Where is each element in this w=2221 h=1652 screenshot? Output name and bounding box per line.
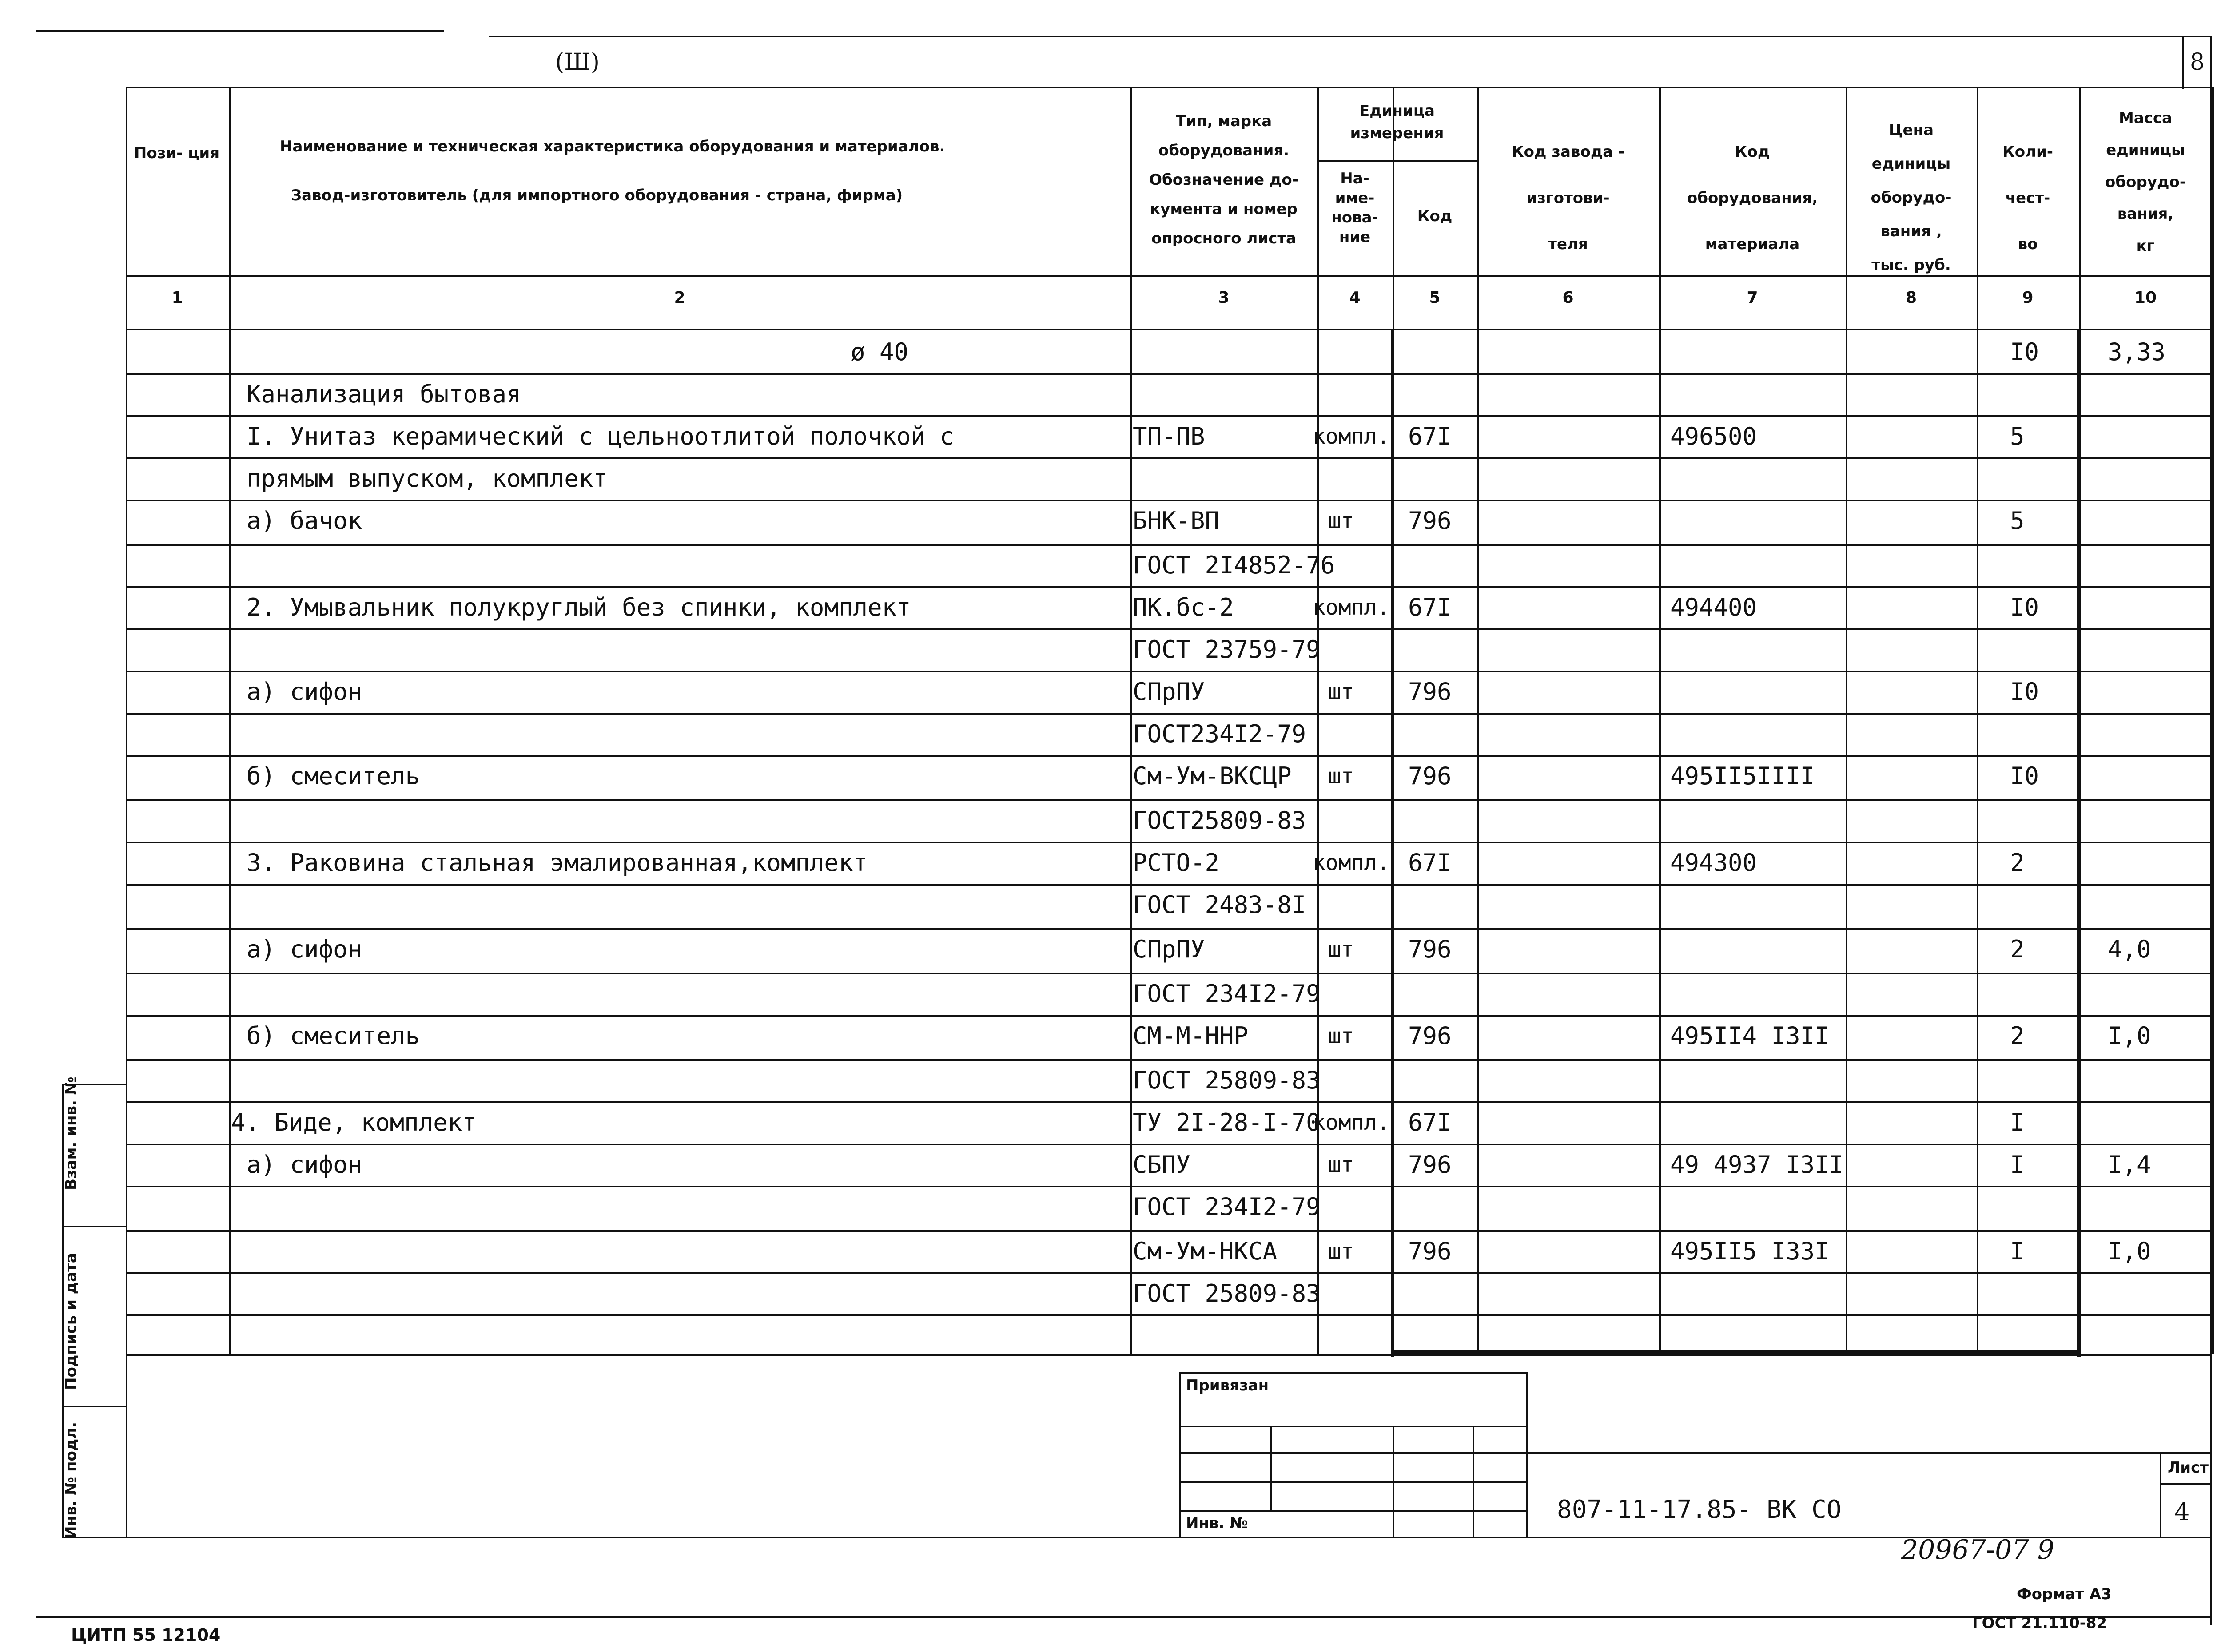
row-divider-pos [126, 973, 229, 974]
top-mark: (Ш) [555, 49, 600, 75]
header-factory-code-line: изготови- [1526, 189, 1610, 207]
row-type: ГОСТ 234I2-79 [1133, 980, 1321, 1008]
row-divider [229, 713, 2212, 715]
row-code: 796 [1408, 1151, 1452, 1179]
row-divider [229, 799, 2212, 801]
frame-side-left [62, 1084, 64, 1537]
page-number-box-left [2182, 36, 2184, 89]
side-div-2 [62, 1226, 126, 1227]
privyazan-label: Привязан [1186, 1377, 1269, 1394]
row-divider [229, 1186, 2212, 1187]
header-price [1846, 113, 1977, 282]
row-equipment-code: 494400 [1670, 593, 1757, 621]
gost-label: ГОСТ 21.110-82 [1972, 1614, 2107, 1632]
stamp-top [1179, 1372, 1526, 1374]
row-mass: 4,0 [2108, 935, 2151, 963]
header-unit-code: Код [1417, 207, 1453, 225]
unit-group-divider [1317, 160, 1477, 162]
row-divider-pos [126, 671, 229, 672]
row-divider-pos [126, 755, 229, 757]
row-mass: I,0 [2108, 1022, 2151, 1050]
top-rule-right [489, 36, 2212, 37]
row-type: ГОСТ 2483-8I [1133, 891, 1306, 919]
row-unit: шт [1328, 1152, 1354, 1177]
row-unit: шт [1328, 937, 1354, 962]
header-type-line: оборудования. [1158, 142, 1290, 159]
row-code: 67I [1408, 593, 1452, 621]
header-type-line: Тип, марка [1175, 112, 1272, 130]
header-equipment-code-line: Код [1735, 143, 1770, 161]
header-unit-name-line: На- [1340, 170, 1369, 187]
row-divider-pos [126, 586, 229, 588]
row-type: СБПУ [1133, 1151, 1191, 1179]
list-box-divider [2160, 1483, 2212, 1485]
thick-border-right [2077, 329, 2081, 1357]
header-quantity-line: во [2018, 235, 2038, 253]
row-divider [229, 755, 2212, 757]
row-divider-pos [126, 1354, 229, 1356]
header-unit-name-line: име- [1335, 189, 1375, 207]
row-divider-pos [126, 713, 229, 715]
row-divider [229, 415, 2212, 417]
row-unit: шт [1328, 1239, 1354, 1264]
row-name: а) сифон [247, 1151, 362, 1179]
row-type: СПрПУ [1133, 935, 1205, 963]
row-divider [229, 928, 2212, 930]
row-code: 67I [1408, 849, 1452, 877]
column-number: 7 [1747, 289, 1758, 307]
handwritten-number: 20967-07 9 [1901, 1534, 2054, 1565]
row-unit: компл. [1313, 424, 1390, 449]
row-divider [229, 1144, 2212, 1145]
column-divider [1130, 87, 1132, 1354]
column-number: 4 [1349, 289, 1361, 307]
row-divider [229, 628, 2212, 630]
column-number: 1 [171, 289, 183, 307]
thick-border-left [1391, 329, 1394, 1357]
row-type: ГОСТ 23759-79 [1133, 635, 1321, 663]
list-label: Лист [2168, 1459, 2209, 1477]
header-unit-name [1317, 169, 1393, 247]
row-divider-pos [126, 1272, 229, 1274]
header-name-line2: Завод-изготовитель (для импортного оборудования - страна, фирма) [291, 187, 903, 204]
row-name: I. Унитаз керамический с цельноотлитой полочкой с [247, 422, 955, 450]
row-divider [229, 500, 2212, 501]
header-quantity-line: Коли- [2002, 143, 2053, 161]
row-divider-pos [126, 1186, 229, 1187]
row-divider [229, 973, 2212, 974]
row-equipment-code: 496500 [1670, 422, 1757, 450]
stamp-col-3 [1473, 1426, 1474, 1537]
row-unit: шт [1328, 764, 1354, 789]
column-divider [1659, 87, 1661, 1354]
row-code: 796 [1408, 1022, 1452, 1050]
inv-no-label: Инв. № [1186, 1514, 1248, 1532]
header-equipment-code-line: оборудования, [1687, 189, 1818, 207]
side-label-vzam: Взам. инв. № [62, 1076, 80, 1190]
row-divider-pos [126, 884, 229, 886]
row-divider-pos [126, 1230, 229, 1232]
top-rule-left [36, 30, 444, 32]
header-quantity-line: чест- [2005, 189, 2050, 207]
row-divider [229, 842, 2212, 843]
row-type: ГОСТ 2I4852-76 [1133, 551, 1335, 579]
row-divider-pos [126, 799, 229, 801]
header-type-line: Обозначение до- [1149, 171, 1298, 189]
row-divider-pos [126, 415, 229, 417]
row-name: а) бачок [247, 507, 362, 535]
header-factory-code-line: Код завода - [1511, 143, 1625, 161]
header-mass-line: Масса [2118, 109, 2173, 127]
row-divider [229, 373, 2212, 375]
header-price-line: оборудо- [1871, 189, 1952, 206]
row-divider-pos [126, 1144, 229, 1145]
row-divider [229, 1059, 2212, 1061]
table-top-border [126, 87, 2212, 88]
row-divider-pos [126, 500, 229, 501]
row-code: 796 [1408, 935, 1452, 963]
row-type: ГОСТ 234I2-79 [1133, 1193, 1321, 1221]
row-unit: компл. [1313, 595, 1390, 620]
row-divider [229, 1101, 2212, 1103]
column-number: 3 [1218, 289, 1230, 307]
header-mass-line: вания, [2117, 205, 2174, 223]
row-type: СПрПУ [1133, 678, 1205, 706]
ctp-label: ЦИТП 55 12104 [71, 1625, 221, 1645]
row-equipment-code: 49 4937 I3II [1670, 1151, 1844, 1179]
header-unit-name-line: ние [1339, 228, 1371, 246]
stamp-right [1526, 1372, 1528, 1537]
row-divider-pos [126, 544, 229, 546]
format-label: Формат A3 [2017, 1585, 2112, 1603]
row-name: 3. Раковина стальная эмалированная,комплект [247, 849, 868, 877]
row-divider [229, 884, 2212, 886]
document-designation: 807-11-17.85- ВК СО [1557, 1495, 1842, 1524]
header-name-line1: Наименование и техническая характеристика оборудования и материалов. [280, 138, 945, 155]
row-divider-pos [126, 1314, 229, 1316]
row-type: ПК.бс-2 [1133, 593, 1234, 621]
list-number: 4 [2174, 1498, 2190, 1526]
row-divider [229, 544, 2212, 546]
row-divider [229, 1272, 2212, 1274]
row-type: ГОСТ25809-83 [1133, 806, 1306, 834]
column-number: 9 [2022, 289, 2034, 307]
row-quantity: I [2010, 1237, 2025, 1265]
row-divider [229, 671, 2212, 672]
column-number: 6 [1562, 289, 1574, 307]
row-equipment-code: 495II5IIII [1670, 762, 1815, 790]
side-div-1 [62, 1084, 126, 1085]
row-code: 796 [1408, 1237, 1452, 1265]
column-divider [1477, 87, 1479, 1354]
row-name: б) смеситель [247, 1022, 420, 1050]
row-quantity: I [2010, 1108, 2025, 1136]
row-divider [229, 457, 2212, 459]
row-divider [229, 1314, 2212, 1316]
row-divider-pos [126, 1059, 229, 1061]
column-number: 2 [674, 289, 685, 307]
row-unit: компл. [1313, 850, 1390, 875]
row-mass: I,0 [2108, 1237, 2151, 1265]
row-quantity: 2 [2010, 1022, 2025, 1050]
row-quantity: I0 [2010, 593, 2039, 621]
header-bottom-border [126, 275, 2212, 277]
row-divider-pos [126, 457, 229, 459]
row-name: 2. Умывальник полукруглый без спинки, комплект [247, 593, 911, 621]
header-unit-name-line: нова- [1331, 209, 1378, 226]
row-unit: шт [1328, 508, 1354, 533]
row-equipment-code: 495II5 I33I [1670, 1237, 1829, 1265]
frame-left-border [126, 87, 127, 1537]
row-quantity: I0 [2010, 762, 2039, 790]
row-name: Канализация бытовая [247, 380, 521, 408]
row-code: 67I [1408, 422, 1452, 450]
stamp-right-top [1526, 1452, 2212, 1454]
stamp-left [1179, 1372, 1181, 1537]
row-code: 796 [1408, 507, 1452, 535]
header-type-line: опросного листа [1151, 230, 1297, 247]
column-number: 5 [1429, 289, 1441, 307]
header-quantity [1977, 129, 2079, 267]
row-type: См-Ум-НКСА [1133, 1237, 1278, 1265]
row-quantity: 5 [2010, 507, 2025, 535]
row-type: См-Ум-ВКСЦР [1133, 762, 1292, 790]
header-mass-line: кг [2136, 237, 2155, 255]
list-box-left [2160, 1452, 2161, 1537]
column-divider [1977, 87, 1978, 1354]
header-mass-line: оборудо- [2105, 173, 2186, 191]
header-price-line: единицы [1871, 155, 1951, 173]
stamp-col-1 [1270, 1426, 1272, 1510]
header-equipment-code [1659, 129, 1846, 267]
row-divider-pos [126, 628, 229, 630]
row-name: прямым выпуском, комплект [247, 465, 608, 492]
row-name: ø 40 [851, 338, 909, 366]
row-divider-pos [126, 1015, 229, 1017]
header-price-line: тыс. руб. [1871, 256, 1951, 274]
side-label-podpis: Подпись и дата [62, 1253, 80, 1390]
column-divider [2212, 87, 2214, 1354]
row-quantity: 2 [2010, 849, 2025, 877]
row-type: БНК-ВП [1133, 507, 1220, 535]
side-div-3 [62, 1406, 126, 1407]
row-unit: компл. [1313, 1110, 1390, 1135]
row-type: ТП-ПВ [1133, 422, 1205, 450]
column-number: 10 [2134, 289, 2157, 307]
row-name: 4. Биде, комплект [231, 1108, 477, 1136]
row-unit: шт [1328, 1024, 1354, 1048]
row-type: ГОСТ234I2-79 [1133, 720, 1306, 748]
page-number: 8 [2190, 49, 2205, 75]
header-mass-line: единицы [2106, 141, 2185, 159]
row-mass: I,4 [2108, 1151, 2151, 1179]
row-name: а) сифон [247, 935, 362, 963]
row-divider-pos [126, 1101, 229, 1103]
row-name: а) сифон [247, 678, 362, 706]
header-unit-group: Единица измерения [1350, 102, 1444, 142]
row-type: СМ-М-ННР [1133, 1022, 1249, 1050]
row-type: РСТО-2 [1133, 849, 1220, 877]
side-label-inv-podl: Инв. № подл. [62, 1422, 80, 1539]
row-unit: шт [1328, 679, 1354, 704]
row-divider [229, 1015, 2212, 1017]
header-type [1130, 107, 1317, 253]
header-factory-code [1477, 129, 1659, 267]
row-type: ТУ 2I-28-I-70 [1133, 1108, 1321, 1136]
colnum-bottom-border [126, 329, 2212, 330]
row-quantity: I [2010, 1151, 2025, 1179]
column-divider [1846, 87, 1847, 1354]
row-equipment-code: 495II4 I3II [1670, 1022, 1829, 1050]
header-type-line: кумента и номер [1150, 200, 1298, 218]
header-factory-code-line: теля [1548, 235, 1588, 253]
row-code: 67I [1408, 1108, 1452, 1136]
column-number: 8 [1905, 289, 1917, 307]
stamp-col-2 [1393, 1426, 1394, 1537]
header-mass [2079, 102, 2212, 262]
header-price-line: вания , [1880, 222, 1942, 240]
row-quantity: I0 [2010, 338, 2039, 366]
frame-bottom-border [62, 1537, 2212, 1538]
row-divider [229, 1230, 2212, 1232]
row-divider [229, 1354, 2212, 1356]
row-quantity: 2 [2010, 935, 2025, 963]
row-type: ГОСТ 25809-83 [1133, 1279, 1321, 1307]
header-equipment-code-line: материала [1705, 235, 1800, 253]
row-divider-pos [126, 928, 229, 930]
row-type: ГОСТ 25809-83 [1133, 1066, 1321, 1094]
header-position: Пози- ция [134, 144, 220, 162]
page-bottom-rule [36, 1616, 2212, 1618]
frame-right-outer [2210, 36, 2212, 1625]
row-code: 796 [1408, 678, 1452, 706]
row-divider-pos [126, 842, 229, 843]
header-price-line: Цена [1888, 121, 1934, 139]
thick-border-bottom [1391, 1350, 2081, 1354]
row-name: б) смеситель [247, 762, 420, 790]
row-code: 796 [1408, 762, 1452, 790]
column-divider [1317, 87, 1319, 1354]
row-equipment-code: 494300 [1670, 849, 1757, 877]
row-divider-pos [126, 373, 229, 375]
column-divider [229, 87, 231, 1354]
row-quantity: I0 [2010, 678, 2039, 706]
row-quantity: 5 [2010, 422, 2025, 450]
row-divider [229, 586, 2212, 588]
row-mass: 3,33 [2108, 338, 2166, 366]
